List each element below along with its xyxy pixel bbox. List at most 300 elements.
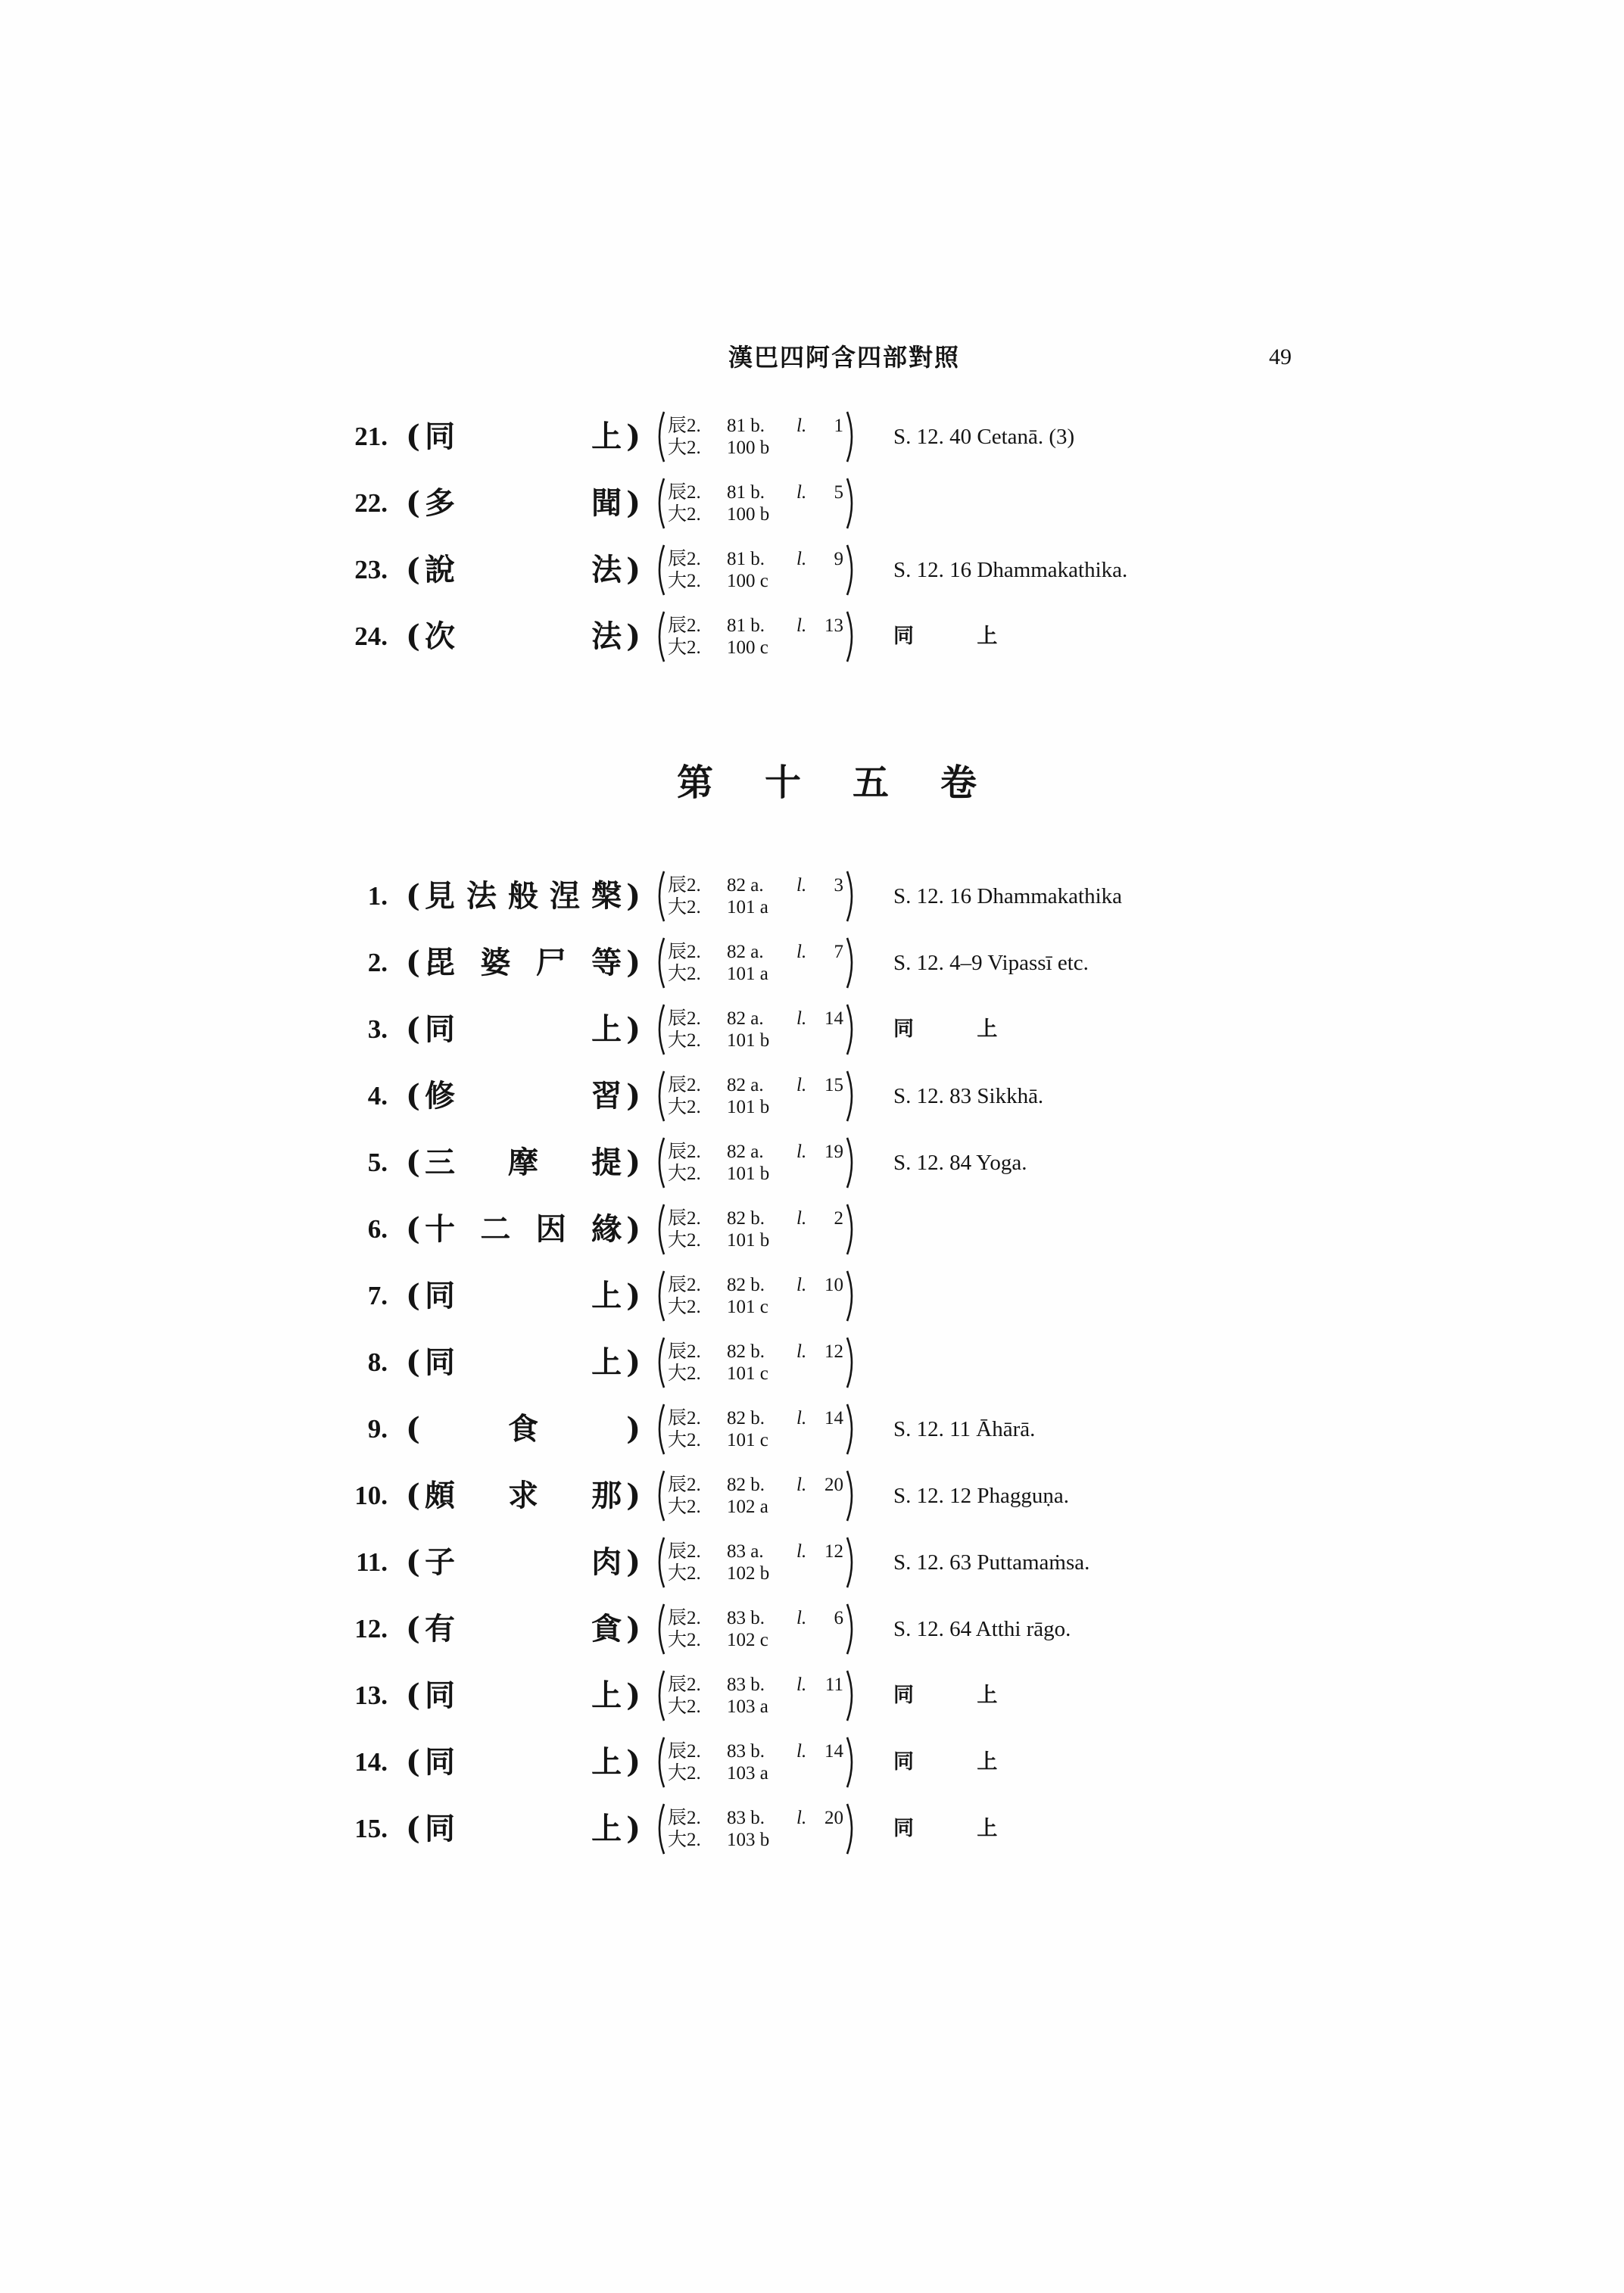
chen-line-number: 14: [824, 1741, 843, 1762]
chinese-reference: [653, 1335, 859, 1390]
reference-lines: [668, 1469, 843, 1518]
title-open-paren: (: [406, 945, 420, 980]
reference-chen: [668, 1074, 843, 1096]
chinese-reference: [653, 936, 859, 990]
reference-chen: [668, 941, 843, 963]
tai-page: 101 b: [727, 1097, 770, 1117]
open-bracket: [653, 1602, 668, 1656]
chinese-reference: [653, 543, 859, 597]
table-row: [0, 1529, 1624, 1596]
open-bracket: [653, 543, 668, 597]
title-open-paren: (: [406, 485, 420, 521]
entry-number: 13.: [354, 1681, 388, 1710]
tai-page: 101 b: [727, 1230, 770, 1251]
title-character: 見: [424, 878, 455, 914]
title-characters: [420, 1278, 626, 1314]
chen-line-number: 19: [824, 1142, 843, 1162]
reference-lines: [668, 543, 843, 592]
chen-page: 82 a.: [727, 1142, 764, 1162]
chen-page: 81 b.: [727, 615, 765, 636]
chen-page: 82 b.: [727, 1208, 765, 1229]
reference-lines: [668, 1335, 843, 1385]
title-characters: [420, 1145, 626, 1181]
edition-label-chen: 辰2.: [668, 1808, 701, 1828]
title-character: 求: [508, 1478, 538, 1513]
title-characters: [420, 1211, 626, 1248]
edition-label-tai: 大2.: [668, 637, 701, 658]
chen-line-number: 14: [824, 1008, 843, 1029]
edition-label-chen: 辰2.: [668, 1408, 701, 1428]
open-bracket: [653, 1335, 668, 1390]
table-row: [0, 603, 1624, 670]
line-label: l.: [796, 1408, 807, 1428]
tai-page: 101 b: [727, 1164, 770, 1184]
close-bracket: [843, 1136, 859, 1190]
pali-reference: 同 上: [893, 1684, 998, 1707]
title-character: 貪: [591, 1611, 622, 1647]
reference-chen: [668, 1341, 843, 1363]
chen-page: 83 a.: [727, 1541, 764, 1562]
chen-line-number: 6: [834, 1608, 843, 1628]
title-character: 法: [591, 618, 622, 654]
reference-tai: [668, 1229, 843, 1251]
edition-label-chen: 辰2.: [668, 1208, 701, 1229]
line-label: l.: [796, 1142, 807, 1162]
reference-lines: [668, 1668, 843, 1718]
section-heading: 第十五卷: [677, 762, 1029, 804]
title-close-paren: ): [626, 1611, 641, 1647]
title-characters: [420, 1744, 626, 1781]
chinese-reference: [653, 1402, 859, 1456]
chen-page: 81 b.: [727, 482, 765, 503]
edition-label-tai: 大2.: [668, 1630, 701, 1650]
edition-label-chen: 辰2.: [668, 1741, 701, 1762]
title-open-paren: (: [406, 1145, 420, 1180]
title-character: 同: [424, 1744, 455, 1780]
entry-number: 24.: [354, 622, 388, 651]
entry-number: 14.: [354, 1747, 388, 1777]
table-row: [0, 1396, 1624, 1463]
edition-label-tai: 大2.: [668, 1363, 701, 1384]
chen-page: 82 a.: [727, 875, 764, 896]
title-close-paren: ): [626, 945, 641, 980]
chen-line-number: 7: [834, 942, 843, 962]
reference-tai: [668, 437, 843, 459]
table-row: [0, 1463, 1624, 1529]
close-bracket: [843, 1269, 859, 1323]
entry-number: 15.: [354, 1814, 388, 1843]
title-characters: [420, 1478, 626, 1514]
title-close-paren: ): [626, 618, 641, 654]
chen-line-number: 20: [824, 1808, 843, 1828]
tai-page: 100 c: [727, 571, 768, 591]
reference-tai: [668, 1363, 843, 1385]
chen-page: 82 a.: [727, 1008, 764, 1029]
close-bracket: [843, 1735, 859, 1790]
sutra-title: [406, 1211, 641, 1248]
close-bracket: [843, 1069, 859, 1123]
edition-label-tai: 大2.: [668, 1297, 701, 1317]
title-close-paren: ): [626, 552, 641, 587]
edition-label-tai: 大2.: [668, 571, 701, 591]
sutra-title: [406, 1611, 641, 1647]
title-close-paren: ): [626, 1278, 641, 1313]
title-open-paren: (: [406, 1078, 420, 1114]
line-label: l.: [796, 875, 807, 896]
chinese-reference: [653, 1069, 859, 1123]
title-character: 法: [591, 552, 622, 587]
chen-page: 83 b.: [727, 1741, 765, 1762]
reference-chen: [668, 1008, 843, 1030]
title-character: 等: [591, 945, 622, 980]
table-row: [0, 1129, 1624, 1196]
sutra-title: [406, 1145, 641, 1181]
reference-lines: [668, 1069, 843, 1118]
close-bracket: [843, 1802, 859, 1856]
title-open-paren: (: [406, 1744, 420, 1780]
title-character: 三: [424, 1145, 455, 1180]
line-label: l.: [796, 416, 807, 436]
chinese-reference: [653, 1469, 859, 1523]
table-row: [0, 930, 1624, 996]
sutra-title: [406, 1411, 641, 1447]
pali-reference: S. 12. 16 Dhammakathika.: [893, 558, 1128, 582]
reference-tai: [668, 570, 843, 592]
edition-label-tai: 大2.: [668, 1763, 701, 1784]
reference-lines: [668, 476, 843, 525]
close-bracket: [843, 543, 859, 597]
title-character: 食: [508, 1411, 538, 1447]
edition-label-tai: 大2.: [668, 1164, 701, 1184]
close-bracket: [843, 476, 859, 531]
chinese-reference: [653, 1602, 859, 1656]
table-row: [0, 1329, 1624, 1396]
sutra-title: [406, 1278, 641, 1314]
title-open-paren: (: [406, 419, 420, 454]
chen-page: 82 a.: [727, 942, 764, 962]
title-close-paren: ): [626, 419, 641, 454]
entry-number: 23.: [354, 555, 388, 584]
title-open-paren: (: [406, 1344, 420, 1380]
chen-page: 83 b.: [727, 1675, 765, 1695]
title-close-paren: ): [626, 1211, 641, 1247]
line-label: l.: [796, 1075, 807, 1095]
edition-label-chen: 辰2.: [668, 549, 701, 569]
title-character: 頗: [424, 1478, 455, 1513]
reference-lines: [668, 1535, 843, 1584]
edition-label-chen: 辰2.: [668, 1142, 701, 1162]
title-characters: [420, 1611, 626, 1647]
pali-reference: S. 12. 64 Atthi rāgo.: [893, 1617, 1071, 1641]
reference-chen: [668, 615, 843, 637]
line-label: l.: [796, 942, 807, 962]
line-label: l.: [796, 549, 807, 569]
edition-label-chen: 辰2.: [668, 1675, 701, 1695]
reference-lines: [668, 869, 843, 918]
reference-tai: [668, 1163, 843, 1185]
edition-label-tai: 大2.: [668, 1097, 701, 1117]
chen-page: 81 b.: [727, 549, 765, 569]
chen-line-number: 14: [824, 1408, 843, 1428]
title-close-paren: ): [626, 1344, 641, 1380]
entry-number: 5.: [367, 1148, 388, 1177]
reference-tai: [668, 1829, 843, 1851]
entry-number: 1.: [367, 881, 388, 911]
open-bracket: [653, 410, 668, 464]
title-character: 那: [591, 1478, 622, 1513]
reference-lines: [668, 1002, 843, 1051]
pali-reference: S. 12. 40 Cetanā. (3): [893, 425, 1075, 449]
title-character: 同: [424, 1344, 455, 1380]
title-character: 涅: [550, 878, 581, 914]
chen-page: 82 b.: [727, 1341, 765, 1362]
sutra-title: [406, 1011, 641, 1048]
sutra-title: [406, 485, 641, 522]
edition-label-chen: 辰2.: [668, 1541, 701, 1562]
reference-chen: [668, 1274, 843, 1296]
reference-lines: [668, 1269, 843, 1318]
reference-lines: [668, 936, 843, 985]
title-close-paren: ): [626, 1078, 641, 1114]
close-bracket: [843, 1402, 859, 1456]
edition-label-tai: 大2.: [668, 504, 701, 525]
title-close-paren: ): [626, 1678, 641, 1713]
title-open-paren: (: [406, 1544, 420, 1580]
open-bracket: [653, 936, 668, 990]
chen-line-number: 3: [834, 875, 843, 896]
sutra-title: [406, 1811, 641, 1847]
reference-chen: [668, 1674, 843, 1696]
title-characters: [420, 1411, 626, 1447]
tai-page: 102 c: [727, 1630, 768, 1650]
title-characters: [420, 1078, 626, 1114]
title-character: 二: [480, 1211, 511, 1247]
title-character: 上: [591, 419, 622, 454]
tai-page: 101 c: [727, 1430, 768, 1450]
table-row: [0, 1596, 1624, 1662]
table-row: [0, 470, 1624, 537]
reference-tai: [668, 1030, 843, 1051]
pali-reference: S. 12. 11 Āhārā.: [893, 1417, 1036, 1441]
entry-number: 9.: [367, 1414, 388, 1444]
title-character: 上: [591, 1344, 622, 1380]
edition-label-tai: 大2.: [668, 1497, 701, 1517]
title-character: 緣: [591, 1211, 622, 1247]
tai-page: 101 b: [727, 1030, 770, 1051]
line-label: l.: [796, 1008, 807, 1029]
chen-line-number: 11: [824, 1675, 843, 1695]
close-bracket: [843, 609, 859, 664]
title-characters: [420, 1678, 626, 1714]
reference-chen: [668, 1141, 843, 1163]
title-open-paren: (: [406, 1411, 420, 1447]
sutra-title: [406, 552, 641, 588]
chen-line-number: 10: [824, 1275, 843, 1295]
title-characters: [420, 419, 626, 455]
reference-chen: [668, 1541, 843, 1562]
chinese-reference: [653, 1002, 859, 1057]
line-label: l.: [796, 1808, 807, 1828]
open-bracket: [653, 1469, 668, 1523]
reference-lines: [668, 1802, 843, 1851]
line-label: l.: [796, 1275, 807, 1295]
edition-label-tai: 大2.: [668, 1430, 701, 1450]
reference-tai: [668, 1496, 843, 1518]
title-character: 肉: [591, 1544, 622, 1580]
close-bracket: [843, 1469, 859, 1523]
edition-label-tai: 大2.: [668, 438, 701, 458]
close-bracket: [843, 410, 859, 464]
line-label: l.: [796, 1741, 807, 1762]
close-bracket: [843, 936, 859, 990]
close-bracket: [843, 869, 859, 924]
entry-number: 10.: [354, 1481, 388, 1510]
title-character: 同: [424, 1678, 455, 1713]
pali-reference: S. 12. 63 Puttamaṁsa.: [893, 1550, 1090, 1575]
reference-chen: [668, 1607, 843, 1629]
edition-label-chen: 辰2.: [668, 482, 701, 503]
chinese-reference: [653, 1735, 859, 1790]
title-open-paren: (: [406, 1211, 420, 1247]
pali-reference: S. 12. 16 Dhammakathika: [893, 884, 1123, 908]
title-character: 尸: [535, 945, 566, 980]
title-close-paren: ): [626, 1744, 641, 1780]
close-bracket: [843, 1602, 859, 1656]
reference-chen: [668, 1407, 843, 1429]
title-open-paren: (: [406, 1278, 420, 1313]
title-characters: [420, 618, 626, 655]
edition-label-chen: 辰2.: [668, 1608, 701, 1628]
pali-reference: 同 上: [893, 1817, 998, 1840]
title-character: 習: [591, 1078, 622, 1114]
title-close-paren: ): [626, 1811, 641, 1846]
tai-page: 101 c: [727, 1297, 768, 1317]
chinese-reference: [653, 1535, 859, 1590]
reference-lines: [668, 609, 843, 659]
chen-page: 83 b.: [727, 1808, 765, 1828]
open-bracket: [653, 1668, 668, 1723]
edition-label-tai: 大2.: [668, 1030, 701, 1051]
reference-chen: [668, 1807, 843, 1829]
chinese-reference: [653, 869, 859, 924]
chen-line-number: 13: [824, 615, 843, 636]
reference-tai: [668, 1429, 843, 1451]
edition-label-tai: 大2.: [668, 1230, 701, 1251]
table-row: [0, 1729, 1624, 1796]
entry-number: 7.: [367, 1281, 388, 1310]
title-character: 聞: [591, 485, 622, 521]
chen-line-number: 12: [824, 1541, 843, 1562]
sutra-title: [406, 1678, 641, 1714]
reference-tai: [668, 963, 843, 985]
entry-number: 2.: [367, 948, 388, 977]
edition-label-chen: 辰2.: [668, 1275, 701, 1295]
edition-label-chen: 辰2.: [668, 942, 701, 962]
chen-page: 82 b.: [727, 1275, 765, 1295]
title-characters: [420, 485, 626, 522]
table-row: [0, 863, 1624, 930]
chinese-reference: [653, 476, 859, 531]
tai-page: 102 a: [727, 1497, 768, 1517]
close-bracket: [843, 1202, 859, 1257]
line-label: l.: [796, 1675, 807, 1695]
chen-page: 81 b.: [727, 416, 765, 436]
chinese-reference: [653, 1802, 859, 1856]
title-open-paren: (: [406, 1811, 420, 1846]
pali-reference: S. 12. 84 Yoga.: [893, 1151, 1027, 1175]
title-open-paren: (: [406, 1011, 420, 1047]
open-bracket: [653, 1802, 668, 1856]
chen-page: 82 a.: [727, 1075, 764, 1095]
title-characters: [420, 1011, 626, 1048]
edition-label-tai: 大2.: [668, 897, 701, 918]
chen-line-number: 2: [834, 1208, 843, 1229]
chen-line-number: 20: [824, 1475, 843, 1495]
open-bracket: [653, 1402, 668, 1456]
sutra-title: [406, 1078, 641, 1114]
tai-page: 100 b: [727, 438, 770, 458]
title-close-paren: ): [626, 1411, 641, 1447]
open-bracket: [653, 1069, 668, 1123]
title-character: 婆: [480, 945, 511, 980]
entry-number: 6.: [367, 1214, 388, 1244]
title-characters: [420, 1344, 626, 1381]
open-bracket: [653, 1136, 668, 1190]
tai-page: 101 a: [727, 964, 768, 984]
edition-label-chen: 辰2.: [668, 416, 701, 436]
tai-page: 100 b: [727, 504, 770, 525]
title-open-paren: (: [406, 552, 420, 587]
reference-lines: [668, 1402, 843, 1451]
chinese-reference: [653, 410, 859, 464]
reference-lines: [668, 410, 843, 459]
reference-tai: [668, 1562, 843, 1584]
line-label: l.: [796, 1475, 807, 1495]
title-close-paren: ): [626, 1478, 641, 1513]
entry-number: 22.: [354, 488, 388, 518]
running-title: 漢巴四阿含四部對照: [728, 343, 961, 372]
table-row: [0, 996, 1624, 1063]
title-character: 槃: [591, 878, 622, 914]
reference-chen: [668, 1474, 843, 1496]
close-bracket: [843, 1002, 859, 1057]
open-bracket: [653, 1535, 668, 1590]
reference-lines: [668, 1136, 843, 1185]
title-character: 上: [591, 1744, 622, 1780]
reference-tai: [668, 1696, 843, 1718]
title-open-paren: (: [406, 1611, 420, 1647]
tai-page: 102 b: [727, 1563, 770, 1584]
sutra-title: [406, 1344, 641, 1381]
chen-page: 83 b.: [727, 1608, 765, 1628]
reference-chen: [668, 481, 843, 503]
title-character: 修: [424, 1078, 455, 1114]
edition-label-tai: 大2.: [668, 1563, 701, 1584]
edition-label-chen: 辰2.: [668, 875, 701, 896]
table-row: [0, 403, 1624, 470]
entry-number: 12.: [354, 1614, 388, 1643]
title-character: 摩: [508, 1145, 538, 1180]
close-bracket: [843, 1668, 859, 1723]
chen-line-number: 1: [834, 416, 843, 436]
title-character: 次: [424, 618, 455, 654]
table-row: [0, 1063, 1624, 1129]
title-character: 因: [535, 1211, 566, 1247]
reference-tai: [668, 896, 843, 918]
reference-tai: [668, 1096, 843, 1118]
chen-line-number: 15: [824, 1075, 843, 1095]
title-close-paren: ): [626, 1011, 641, 1047]
